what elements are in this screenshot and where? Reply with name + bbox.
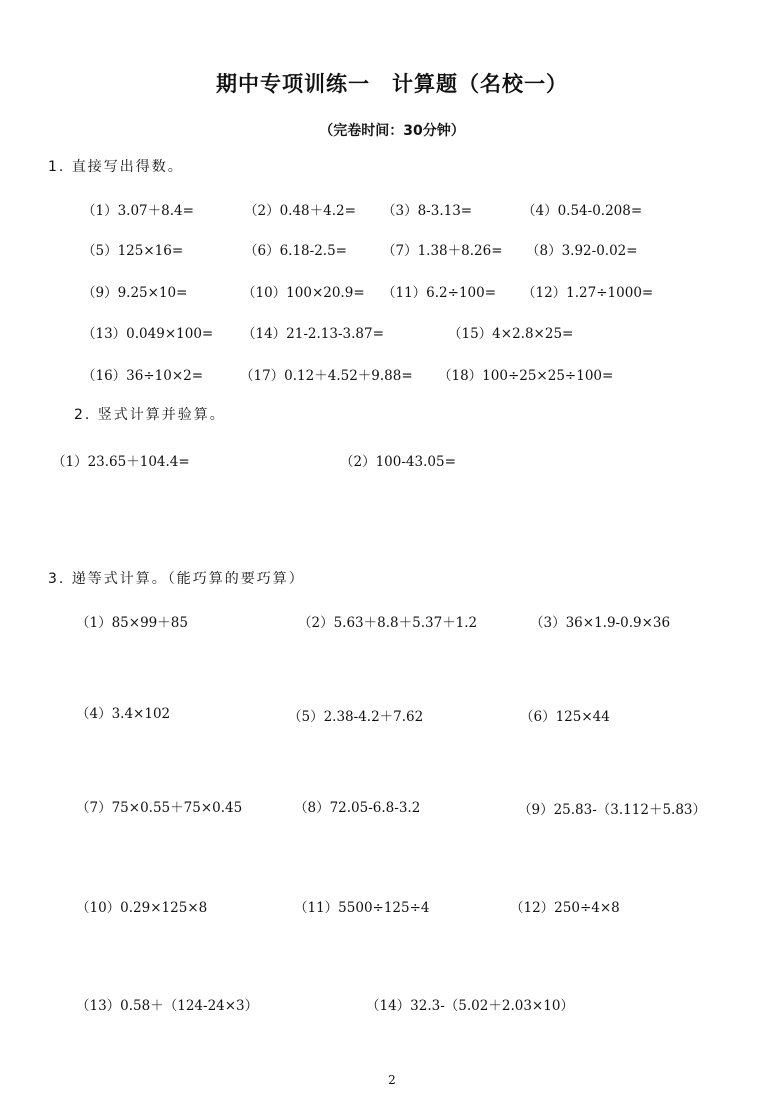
s3-item-12: （12）250÷4×8 <box>510 900 620 916</box>
s1-item-17: （17）0.12＋4.52＋9.88= <box>240 368 413 384</box>
s3-item-4: （4）3.4×102 <box>76 706 171 722</box>
s2-item-1: （1）23.65＋104.4= <box>52 454 190 470</box>
s1-item-18: （18）100÷25×25÷100= <box>438 368 614 384</box>
s1-item-14: （14）21-2.13-3.87= <box>242 326 384 342</box>
s3-item-10: （10）0.29×125×8 <box>76 900 208 916</box>
section2-heading: 2. 竖式计算并验算。 <box>74 407 226 423</box>
s1-item-16: （16）36÷10×2= <box>82 368 204 384</box>
s3-item-9: （9）25.83-（3.112＋5.83） <box>518 802 707 818</box>
page-number: 2 <box>388 1073 396 1087</box>
s3-item-8: （8）72.05-6.8-3.2 <box>294 800 421 816</box>
s3-item-7: （7）75×0.55＋75×0.45 <box>76 800 243 816</box>
s1-item-7: （7）1.38＋8.26= <box>382 243 503 259</box>
s1-item-13: （13）0.049×100= <box>82 326 214 342</box>
s1-item-5: （5）125×16= <box>82 243 184 259</box>
s1-item-3: （3）8-3.13= <box>382 203 473 219</box>
s3-item-3: （3）36×1.9-0.9×36 <box>530 615 671 631</box>
s3-item-5: （5）2.38-4.2＋7.62 <box>288 709 424 725</box>
s1-item-8: （8）3.92-0.02= <box>526 243 638 259</box>
s1-item-11: （11）6.2÷100= <box>382 285 497 301</box>
s1-item-4: （4）0.54-0.208= <box>522 203 643 219</box>
s1-item-9: （9）9.25×10= <box>82 285 188 301</box>
s3-item-2: （2）5.63＋8.8＋5.37＋1.2 <box>298 615 478 631</box>
page-title: 期中专项训练一 计算题（名校一） <box>216 72 568 96</box>
s2-item-2: （2）100-43.05= <box>340 454 456 470</box>
s3-item-13: （13）0.58＋（124-24×3） <box>76 998 259 1014</box>
s3-item-1: （1）85×99＋85 <box>76 615 188 631</box>
s3-item-6: （6）125×44 <box>520 709 610 725</box>
s1-item-6: （6）6.18-2.5= <box>244 243 347 259</box>
s3-item-14: （14）32.3-（5.02＋2.03×10） <box>366 998 574 1014</box>
s3-item-11: （11）5500÷125÷4 <box>294 900 430 916</box>
s1-item-12: （12）1.27÷1000= <box>522 285 654 301</box>
s1-item-2: （2）0.48＋4.2= <box>244 203 356 219</box>
s1-item-10: （10）100×20.9= <box>242 285 365 301</box>
s1-item-1: （1）3.07＋8.4= <box>82 203 194 219</box>
section3-heading: 3. 递等式计算。（能巧算的要巧算） <box>48 571 305 587</box>
s1-item-15: （15）4×2.8×25= <box>448 326 574 342</box>
section1-heading: 1. 直接写出得数。 <box>48 159 184 175</box>
exam-time-subtitle: （完卷时间：30分钟） <box>319 123 465 139</box>
